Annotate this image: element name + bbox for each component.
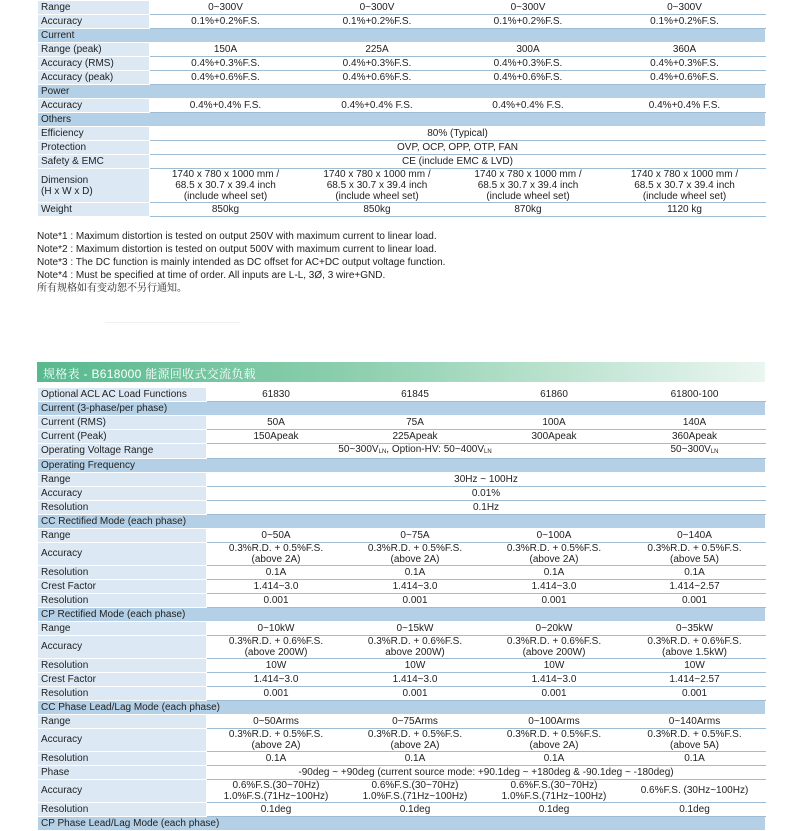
value-cell: 80% (Typical): [150, 127, 766, 141]
value-cell: 0.001: [624, 687, 766, 701]
value-cell: 0.1A: [624, 752, 766, 766]
table-row: [38, 444, 766, 459]
row-label: Protection: [38, 141, 150, 155]
value-cell: 0.4%+0.4% F.S.: [604, 99, 766, 113]
row-label: Resolution: [38, 687, 207, 701]
value-cell: CE (include EMC & LVD): [150, 155, 766, 169]
row-label: Range: [38, 473, 207, 487]
table-row: [38, 687, 766, 701]
section-row: [38, 402, 766, 416]
table-row: [38, 673, 766, 687]
table-row: [38, 729, 766, 752]
value-cell: 0.3%R.D. + 0.5%F.S. (above 5A): [624, 729, 766, 752]
value-cell: 0~50Arms: [207, 715, 346, 729]
value-cell: 300Apeak: [485, 430, 624, 444]
value-cell: 0.1A: [346, 566, 485, 580]
note-3: Note*3 : The DC function is mainly intended as DC offset for AC+DC output voltage function.: [37, 257, 446, 268]
value-cell: [207, 444, 624, 459]
value-cell: 150Apeak: [207, 430, 346, 444]
value-cell: 1740 x 780 x 1000 mm / 68.5 x 30.7 x 39.4 inch (include wheel set): [604, 169, 766, 203]
subscript: LN: [378, 449, 387, 455]
value-cell: 0~75Arms: [346, 715, 485, 729]
table-row: [38, 580, 766, 594]
value-cell: 0.3%R.D. + 0.5%F.S. (above 2A): [346, 543, 485, 566]
value-cell: 0.001: [485, 687, 624, 701]
row-label: Accuracy (RMS): [38, 57, 150, 71]
table-row: [38, 487, 766, 501]
value-cell: 0.4%+0.6%F.S.: [302, 71, 453, 85]
value-cell: 0.3%R.D. + 0.6%F.S. above 200W): [346, 636, 485, 659]
value-cell: 0.4%+0.3%F.S.: [453, 57, 604, 71]
header-label: Optional ACL AC Load Functions: [38, 388, 207, 402]
value-cell: 0.3%R.D. + 0.6%F.S. (above 200W): [207, 636, 346, 659]
section-label: CP Rectified Mode (each phase): [38, 608, 766, 622]
row-label: Resolution: [38, 566, 207, 580]
value-cell: 50A: [207, 416, 346, 430]
value-cell: 0.3%R.D. + 0.5%F.S. (above 2A): [485, 729, 624, 752]
value-cell: 0.1%+0.2%F.S.: [604, 15, 766, 29]
section-title: 规格表 - B618000 能源回收式交流负载: [43, 367, 256, 381]
value-cell: 0.001: [346, 687, 485, 701]
section-label: Current (3-phase/per phase): [38, 402, 766, 416]
value-cell: 10W: [485, 659, 624, 673]
voltage-option: , Option-HV: 50~400V: [386, 444, 485, 455]
value-cell: 0.1A: [346, 752, 485, 766]
value-cell: 0~100Arms: [485, 715, 624, 729]
value-cell: 30Hz ~ 100Hz: [207, 473, 766, 487]
value-cell: 0.4%+0.3%F.S.: [302, 57, 453, 71]
value-cell: 1120 kg: [604, 203, 766, 217]
table-row: [38, 501, 766, 515]
voltage-range: 50~300V: [670, 444, 711, 455]
value-cell: 0.3%R.D. + 0.5%F.S. (above 2A): [485, 543, 624, 566]
row-label: Dimension (H x W x D): [38, 169, 150, 203]
row-label: Accuracy: [38, 729, 207, 752]
value-cell: 1.414~3.0: [346, 673, 485, 687]
value-cell: 0.1A: [207, 752, 346, 766]
spec-table-upper: [37, 0, 766, 217]
table-row: [38, 169, 766, 203]
value-cell: 300A: [453, 43, 604, 57]
value-cell: 0.4%+0.4% F.S.: [302, 99, 453, 113]
table-row: [38, 566, 766, 580]
value-cell: 0.001: [207, 594, 346, 608]
section-label: CC Phase Lead/Lag Mode (each phase): [38, 701, 766, 715]
table-row: [38, 416, 766, 430]
value-cell: 1.414~2.57: [624, 580, 766, 594]
value-cell: 0.1%+0.2%F.S.: [453, 15, 604, 29]
row-label: Resolution: [38, 594, 207, 608]
row-label: Current (RMS): [38, 416, 207, 430]
row-label: Accuracy: [38, 99, 150, 113]
value-cell: 0.1deg: [485, 803, 624, 817]
section-row: [38, 29, 766, 43]
model-header: 61830: [207, 388, 346, 402]
value-cell: 0.4%+0.3%F.S.: [150, 57, 302, 71]
row-label: Range (peak): [38, 43, 150, 57]
spec-table-lower: [37, 387, 766, 831]
table-row: [38, 155, 766, 169]
value-cell: 0~100A: [485, 529, 624, 543]
row-label: Accuracy (peak): [38, 71, 150, 85]
table-row: [38, 766, 766, 780]
section-label: Power: [38, 85, 766, 99]
value-cell: -90deg ~ +90deg (current source mode: +90.1deg ~ +180deg & -90.1deg ~ -180deg): [207, 766, 766, 780]
value-cell: 0.1A: [207, 566, 346, 580]
value-cell: 0.001: [207, 687, 346, 701]
section-title-bar: [37, 362, 765, 382]
value-cell: 1.414~2.57: [624, 673, 766, 687]
value-cell: 0.4%+0.4% F.S.: [453, 99, 604, 113]
value-cell: 0.001: [624, 594, 766, 608]
value-cell: 0.01%: [207, 487, 766, 501]
subscript: LN: [710, 449, 719, 455]
value-cell: 0.1A: [624, 566, 766, 580]
value-cell: 0.1deg: [207, 803, 346, 817]
table-row: [38, 803, 766, 817]
value-cell: 0~35kW: [624, 622, 766, 636]
value-cell: 850kg: [150, 203, 302, 217]
table-row: [38, 622, 766, 636]
note-2: Note*2 : Maximum distortion is tested on output 500V with maximum current to linear load.: [37, 244, 437, 255]
section-row: [38, 608, 766, 622]
value-cell: 0~50A: [207, 529, 346, 543]
table-row: [38, 529, 766, 543]
value-cell: 0.1A: [485, 752, 624, 766]
value-cell: 0.6%F.S.(30~70Hz) 1.0%F.S.(71Hz~100Hz): [346, 780, 485, 803]
section-row: [38, 701, 766, 715]
row-label: Accuracy: [38, 543, 207, 566]
value-cell: 850kg: [302, 203, 453, 217]
value-cell: 1.414~3.0: [207, 673, 346, 687]
value-cell: 0.6%F.S.(30~70Hz) 1.0%F.S.(71Hz~100Hz): [207, 780, 346, 803]
value-cell: 0.6%F.S.(30~70Hz) 1.0%F.S.(71Hz~100Hz): [485, 780, 624, 803]
value-cell: 140A: [624, 416, 766, 430]
table-row: [38, 127, 766, 141]
row-label: Range: [38, 622, 207, 636]
table-row: [38, 752, 766, 766]
row-label: Resolution: [38, 803, 207, 817]
value-cell: 0.1deg: [346, 803, 485, 817]
table-row: [38, 203, 766, 217]
row-label: Accuracy: [38, 15, 150, 29]
table-row: [38, 659, 766, 673]
value-cell: 10W: [207, 659, 346, 673]
value-cell: 0.3%R.D. + 0.5%F.S. (above 5A): [624, 543, 766, 566]
table-row: [38, 594, 766, 608]
row-label: Efficiency: [38, 127, 150, 141]
row-label: Operating Voltage Range: [38, 444, 207, 459]
section-label: Others: [38, 113, 766, 127]
value-cell: 150A: [150, 43, 302, 57]
model-header: 61800-100: [624, 388, 766, 402]
table-row: [38, 543, 766, 566]
model-header: 61860: [485, 388, 624, 402]
value-cell: 1740 x 780 x 1000 mm / 68.5 x 30.7 x 39.4 inch (include wheel set): [150, 169, 302, 203]
value-cell: 10W: [346, 659, 485, 673]
section-row: [38, 113, 766, 127]
row-label: Accuracy: [38, 636, 207, 659]
value-cell: 360Apeak: [624, 430, 766, 444]
row-label: Resolution: [38, 752, 207, 766]
model-header: 61845: [346, 388, 485, 402]
section-row: [38, 85, 766, 99]
value-cell: 0.001: [346, 594, 485, 608]
value-cell: 870kg: [453, 203, 604, 217]
value-cell: 360A: [604, 43, 766, 57]
value-cell: 1.414~3.0: [346, 580, 485, 594]
row-label: Range: [38, 529, 207, 543]
table-row: [38, 636, 766, 659]
value-cell: 0.1deg: [624, 803, 766, 817]
value-cell: 10W: [624, 659, 766, 673]
table-row: [38, 430, 766, 444]
row-label: Phase: [38, 766, 207, 780]
notes-block: [37, 230, 445, 295]
value-cell: 0~75A: [346, 529, 485, 543]
value-cell: 0.4%+0.6%F.S.: [453, 71, 604, 85]
section-label: CC Rectified Mode (each phase): [38, 515, 766, 529]
subscript: LN: [484, 449, 492, 455]
value-cell: 0.4%+0.6%F.S.: [150, 71, 302, 85]
value-cell: 0~140Arms: [624, 715, 766, 729]
value-cell: 0.4%+0.4% F.S.: [150, 99, 302, 113]
section-row: [38, 817, 766, 831]
header-row: [38, 388, 766, 402]
table-row: [38, 57, 766, 71]
value-cell: 0~10kW: [207, 622, 346, 636]
value-cell: 0.1A: [485, 566, 624, 580]
row-label: Crest Factor: [38, 580, 207, 594]
value-cell: 0.3%R.D. + 0.6%F.S. (above 1.5kW): [624, 636, 766, 659]
value-cell: 0.1Hz: [207, 501, 766, 515]
value-cell: 1740 x 780 x 1000 mm / 68.5 x 30.7 x 39.4 inch (include wheel set): [302, 169, 453, 203]
value-cell: 0~300V: [604, 1, 766, 15]
value-cell: 75A: [346, 416, 485, 430]
value-cell: 0.3%R.D. + 0.5%F.S. (above 2A): [346, 729, 485, 752]
table-row: [38, 99, 766, 113]
value-cell: 0~300V: [453, 1, 604, 15]
row-label: Resolution: [38, 501, 207, 515]
value-cell: 0.3%R.D. + 0.5%F.S. (above 2A): [207, 729, 346, 752]
value-cell: 0.3%R.D. + 0.5%F.S. (above 2A): [207, 543, 346, 566]
value-cell: 1.414~3.0: [485, 580, 624, 594]
row-label: Crest Factor: [38, 673, 207, 687]
section-label: Current: [38, 29, 766, 43]
value-cell: 0.4%+0.6%F.S.: [604, 71, 766, 85]
value-cell: 0~140A: [624, 529, 766, 543]
value-cell: 0.1%+0.2%F.S.: [302, 15, 453, 29]
table-row: [38, 15, 766, 29]
section-row: [38, 459, 766, 473]
row-label: Accuracy: [38, 487, 207, 501]
table-row: [38, 715, 766, 729]
value-cell: 0.1%+0.2%F.S.: [150, 15, 302, 29]
row-label: Range: [38, 715, 207, 729]
section-label: Operating Frequency: [38, 459, 766, 473]
table-row: [38, 473, 766, 487]
note-1: Note*1 : Maximum distortion is tested on output 250V with maximum current to linear load.: [37, 231, 437, 242]
table-row: [38, 780, 766, 803]
section-row: [38, 515, 766, 529]
value-cell: 0~20kW: [485, 622, 624, 636]
value-cell: 0.001: [485, 594, 624, 608]
value-cell: OVP, OCP, OPP, OTP, FAN: [150, 141, 766, 155]
table-row: [38, 141, 766, 155]
table-row: [38, 43, 766, 57]
note-4: Note*4 : Must be specified at time of order. All inputs are L-L, 3Ø, 3 wire+GND.: [37, 270, 386, 281]
value-cell: 0~300V: [302, 1, 453, 15]
row-label: Weight: [38, 203, 150, 217]
value-cell: 100A: [485, 416, 624, 430]
table-row: [38, 71, 766, 85]
section-label: CP Phase Lead/Lag Mode (each phase): [38, 817, 766, 831]
row-label: Current (Peak): [38, 430, 207, 444]
divider: [105, 322, 240, 323]
value-cell: [624, 444, 766, 459]
row-label: Range: [38, 1, 150, 15]
value-cell: 225Apeak: [346, 430, 485, 444]
row-label: Resolution: [38, 659, 207, 673]
note-disclaimer: 所有规格如有变动恕不另行通知。: [37, 283, 187, 294]
value-cell: 1.414~3.0: [207, 580, 346, 594]
table-row: [38, 1, 766, 15]
row-label: Safety & EMC: [38, 155, 150, 169]
voltage-range: 50~300V: [338, 444, 379, 455]
value-cell: 0~300V: [150, 1, 302, 15]
value-cell: 0.3%R.D. + 0.6%F.S. (above 200W): [485, 636, 624, 659]
value-cell: 0.4%+0.3%F.S.: [604, 57, 766, 71]
value-cell: 1.414~3.0: [485, 673, 624, 687]
row-label: Accuracy: [38, 780, 207, 803]
value-cell: 225A: [302, 43, 453, 57]
value-cell: 1740 x 780 x 1000 mm / 68.5 x 30.7 x 39.4 inch (include wheel set): [453, 169, 604, 203]
value-cell: 0.6%F.S. (30Hz~100Hz): [624, 780, 766, 803]
value-cell: 0~15kW: [346, 622, 485, 636]
